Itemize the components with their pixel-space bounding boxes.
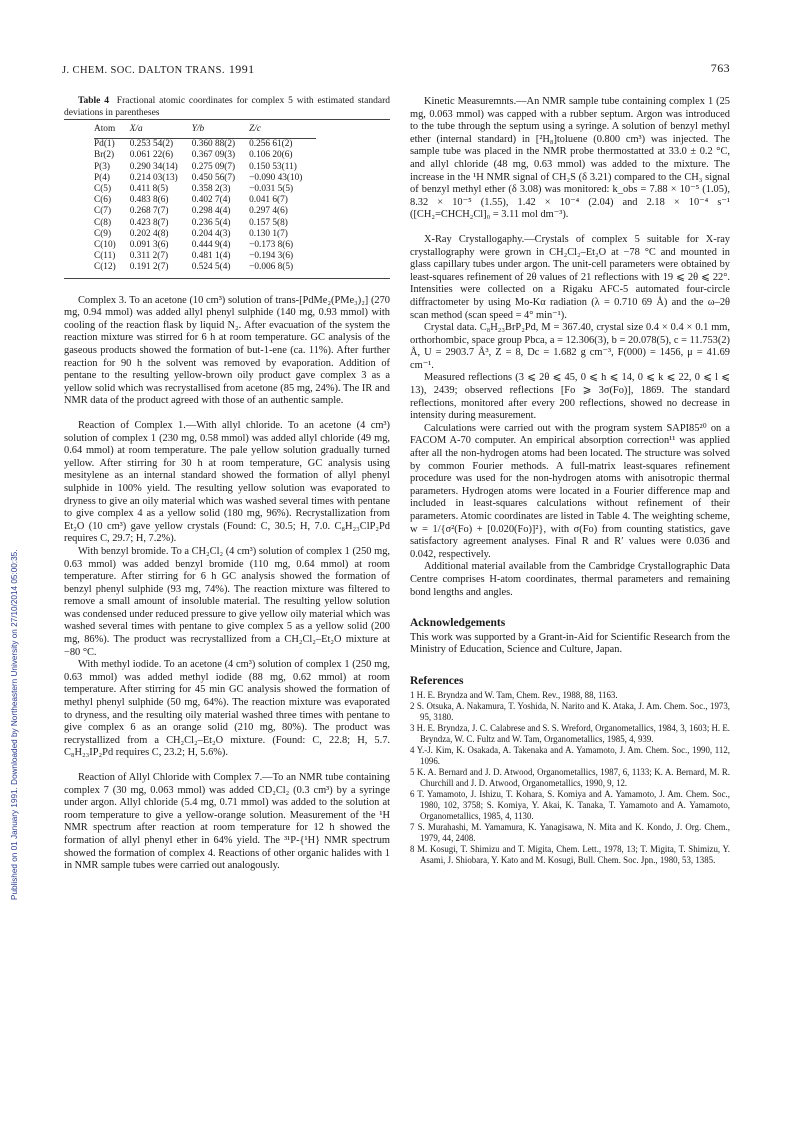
- table-cell: C(8): [94, 217, 112, 228]
- coordinates-table: [94, 124, 316, 274]
- paragraph-kinetic-measurements: Kinetic Measuremnts.—An NMR sample tube containing complex 1 (25 mg, 0.063 mmol) was capped with a rubber septum. Argon was introduced to the tube through the septum using a syringe. A solution of benzyl methyl ether (internal standard) in [²H₈]toluene (0.800 cm³) was injected. The sample tube was placed in the NMR probe thermostatted at 33.0 ± 0.2 °C, and allyl chloride (48 mg, 0.63 mmol) was added to the mixture. The increase in the ¹H NMR signal of CH₂S (δ 3.21) compared to the CH₃ signal of benzyl methyl ether (δ 3.08) was monitored: k_obs = 7.88 × 10⁻⁵ (1.05), 8.32 × 10⁻⁵ (1.55), 1.42 × 10⁻⁴ (2.04) and 2.18 × 10⁻⁴ s⁻¹ ([CH₂=CHCH₂Cl]₀ = 3.11 mol dm⁻³).: [410, 96, 730, 221]
- references-heading: References: [410, 674, 464, 687]
- table-cell: −0.173 8(6): [249, 240, 294, 251]
- table-row: [94, 162, 316, 173]
- table-cell: −0.194 3(6): [249, 251, 294, 262]
- reference-item: 6 T. Yamamoto, J. Ishizu, T. Kohara, S. Komiya and A. Yamamoto, J. Am. Chem. Soc., 1980, 102, 3758; S. Komiya, Y. Akai, K. Tanaka, T. Yamamoto and A. Yamamoto, Organometallics, 1985, 4, 1130.: [410, 788, 730, 821]
- table-cell: 0.311 2(7): [129, 251, 169, 262]
- table-header-row: [94, 124, 316, 139]
- table-cell: Pd(1): [94, 139, 115, 150]
- table-row: [94, 139, 316, 151]
- reference-item: 7 S. Murahashi, M. Yamamura, K. Yanagisawa, N. Mita and K. Kondo, J. Org. Chem., 1979, 44, 2408.: [410, 821, 730, 843]
- table-cell: 0.444 9(4): [191, 240, 231, 251]
- reference-item: 2 S. Otsuka, A. Nakamura, T. Yoshida, N. Narito and K. Ataka, J. Am. Chem. Soc., 1973, 95, 3180.: [410, 700, 730, 722]
- table-body: [94, 139, 316, 274]
- running-header: [62, 62, 730, 80]
- page-number: 763: [710, 61, 730, 75]
- paragraph-measured-reflections: Measured reflections (3 ⩽ 2θ ⩽ 45, 0 ⩽ h ⩽ 14, 0 ⩽ k ⩽ 22, 0 ⩽ l ⩽ 13), 2439; observed reflections [Fo ⩾ 3σ(Fo)], 1869. The standard reflections, monitored after every 200 reflections, showed no decrease in intensity during measurement.: [410, 372, 730, 422]
- paragraph-complex-3: Complex 3. To an acetone (10 cm³) solution of trans-[PdMe₂(PMe₃)₂] (270 mg, 0.94 mmol) was added allyl phenyl sulphide (140 mg, 0.93 mmol) with cooling of the reaction flask by liquid N₂. After evacuation of the system the reaction mixture was stirred for 6 h at room temperature. GC analysis of the gaseous products showed the formation of but-1-ene (ca. 11%). After further reaction for 90 h the solvent was removed by evaporation. Addition of pentane to the resulting yellow-brown oily product gave complex 3 as a yellow solid which was recrystallised from acetone (85 mg, 24%). The IR and NMR data of the product agreed with those of an authentic sample.: [64, 294, 390, 407]
- column-header-atom: Atom: [94, 124, 116, 134]
- paragraph-benzyl-bromide: With benzyl bromide. To a CH₂Cl₂ (4 cm³) solution of complex 1 (250 mg, 0.63 mmol) was added benzyl bromide (110 mg, 0.64 mmol) at room temperature. After stirring for 6 h GC analysis showed the formation of benzyl phenyl sulphide (93 mg, 74%). The reaction mixture was filtered to remove a small amount of insoluble material. The resulting yellow solution was condensed under reduced pressure to give yellow oily material which was washed several times with pentane to give complex 5 as a yellow solid (200 mg, 86%). The product was recrystallized from a CH₂Cl₂–Et₂O mixture at −80 °C.: [64, 545, 390, 658]
- table-cell: 0.481 1(4): [191, 251, 231, 262]
- column-header-y: Y/b: [191, 124, 205, 134]
- table-cell: 0.297 4(6): [249, 206, 288, 217]
- table-cell: 0.202 4(8): [129, 228, 169, 239]
- table-cell: 0.402 7(4): [191, 195, 231, 206]
- table-cell: 0.204 4(3): [191, 228, 231, 239]
- table-cell: 0.091 3(6): [129, 240, 169, 251]
- acknowledgements-heading: Acknowledgements: [410, 617, 506, 630]
- table-caption-text: Fractional atomic coordinates for complex 5 with estimated standard deviations in parentheses: [64, 96, 391, 118]
- table-row: [94, 195, 316, 206]
- reference-item: 1 H. E. Bryndza and W. Tam, Chem. Rev., 1988, 88, 1163.: [410, 689, 618, 700]
- table-cell: 0.524 5(4): [191, 262, 231, 273]
- paragraph-methyl-iodide: With methyl iodide. To an acetone (4 cm³) solution of complex 1 (250 mg, 0.63 mmol) was added methyl iodide (88 mg, 0.62 mmol) at room temperature. After stirring for 45 min GC analysis showed the formation of methyl phenyl sulphide (50 mg, 64%). The reaction mixture was evaporated to dryness, and the resulting oily material washed three times with pentane to give complex 6 as an orange solid (210 mg, 80%). The product was recrystallized from a CH₂Cl₂–Et₂O mixture. (Found: C, 22.8; H, 5.7. C₈H₂₃IP₂Pd requires C, 23.2; H, 5.6%).: [64, 659, 390, 759]
- table-cell: 0.041 6(7): [249, 195, 288, 206]
- reference-item: 4 Y.-J. Kim, K. Osakada, A. Takenaka and A. Yamamoto, J. Am. Chem. Soc., 1990, 112, 1096.: [410, 744, 730, 766]
- journal-name: J. CHEM. SOC. DALTON TRANS. 1991: [62, 62, 255, 76]
- paragraph-calculations: Calculations were carried out with the program system SAPI85²⁰ on a FACOM A-70 computer. An empirical absorption correction¹¹ was applied after all the non-hydrogen atoms had been located. The structure was solved by common Fourier methods. A full-matrix least-squares refinement procedure was used for the non-hydrogen atoms with anisotropic thermal parameters. Hydrogen atoms were located in a Fourier difference map and included in least-squares calculations without refinement of their parameters. Atomic coordinates are listed in Table 4. The weighting scheme, w = 1/{σ²(Fo) + [0.020(Fo)]²}, with σ(Fo) from counting statistics, gave satisfactory agreement analyses. Final R and R′ values were 0.036 and 0.042, respectively.: [410, 422, 730, 560]
- table-row: [94, 240, 316, 251]
- table-row: [94, 218, 316, 229]
- reference-item: 3 H. E. Bryndza, J. C. Calabrese and S. S. Wreford, Organometallics, 1984, 3, 1603; H. E. Bryndza, W. C. Fultz and W. Tam, Organometallics, 1985, 4, 939.: [410, 722, 730, 744]
- table-cell: C(11): [94, 251, 116, 262]
- coordinates-table-wrap: [64, 119, 390, 279]
- references-list: [410, 690, 730, 866]
- column-header-x: X/a: [129, 124, 143, 134]
- table-row: [94, 206, 316, 217]
- table-cell: P(4): [94, 172, 111, 183]
- table-cell: C(12): [94, 262, 116, 273]
- table-cell: 0.450 56(7): [191, 172, 236, 183]
- paragraph-additional-material: Additional material available from the Cambridge Crystallographic Data Centre comprises H-atom coordinates, thermal parameters and remaining bond lengths and angles.: [410, 561, 730, 598]
- paragraph-crystal-data: Crystal data. C₈H₂₃BrP₂Pd, M = 367.40, crystal size 0.4 × 0.4 × 0.1 mm, orthorhombic, space group Pbca, a = 12.306(3), b = 20.078(5), c = 11.753(2) Å, U = 2903.7 Å³, Z = 8, Dc = 1.682 g cm⁻³, F(000) = 1456, μ = 41.69 cm⁻¹.: [410, 322, 730, 371]
- table-cell: C(9): [94, 228, 112, 239]
- table-cell: 0.275 09(7): [191, 161, 236, 172]
- left-column: [64, 96, 390, 873]
- table-cell: 0.253 54(2): [129, 139, 174, 150]
- table-cell: P(3): [94, 161, 111, 172]
- table-cell: 0.411 8(5): [129, 184, 169, 195]
- download-note-text[interactable]: Published on 01 January 1991. Downloaded by Northeastern University on 27/10/2014 05:00:35.: [10, 549, 19, 900]
- table-cell: −0.090 43(10): [249, 172, 303, 183]
- table-row: [94, 229, 316, 240]
- table-cell: 0.423 8(7): [129, 217, 169, 228]
- table-cell: 0.061 22(6): [129, 150, 174, 161]
- table-cell: 0.298 4(4): [191, 206, 231, 217]
- table-cell: 0.130 1(7): [249, 228, 288, 239]
- table-cell: 0.236 5(4): [191, 217, 231, 228]
- reference-item: 8 M. Kosugi, T. Shimizu and T. Migita, Chem. Lett., 1978, 13; T. Migita, T. Shimizu, Y. Asami, J. Shiobara, Y. Kato and M. Kosugi, Bull. Chem. Soc. Jpn., 1980, 53, 1385.: [410, 843, 730, 865]
- paragraph-allyl-chloride-complex-7: Reaction of Allyl Chloride with Complex 7.—To an NMR tube containing complex 7 (30 mg, 0.063 mmol) was added CD₂Cl₂ (0.3 cm³) by a syringe under argon. Allyl chloride (5.4 mg, 0.71 mmol) was added to the solution at room temperature to give a yellow-orange solution. Measurement of the ¹H NMR spectrum after reaction at room temperature for 12 h showed the formation of allyl phenyl ether in 64% yield. The ³¹P-{¹H} NMR spectrum showed the formation of complex 4. Reactions of other organic halides with 1 in NMR sample tubes were carried out analogously.: [64, 772, 390, 872]
- table-row: [94, 173, 316, 184]
- table-cell: 0.150 53(11): [249, 161, 297, 172]
- table-row: [94, 251, 316, 262]
- table-cell: C(5): [94, 184, 112, 195]
- table-cell: Br(2): [94, 150, 115, 161]
- table-cell: 0.290 34(14): [129, 161, 178, 172]
- table-cell: 0.358 2(3): [191, 184, 231, 195]
- paragraph-xray-crystallography: X-Ray Crystallogaphy.—Crystals of complex 5 suitable for X-ray crystallography were grown in CH₂Cl₂–Et₂O at −78 °C and mounted in glass capillary tubes under argon. The unit-cell parameters were obtained by least-squares refinement of 2θ values of 21 reflections with 19 ⩽ 2θ ⩽ 22°. Intensities were collected on a Rigaku AFC-5 automated four-circle diffractometer by using Mo-Kα radiation (λ = 0.710 69 Å) and the ω–2θ scan method (scan speed = 4° min⁻¹).: [410, 233, 730, 321]
- journal-year: 1991: [228, 62, 255, 76]
- right-column: [410, 96, 730, 866]
- table-caption: [64, 96, 390, 119]
- table-cell: C(7): [94, 206, 112, 217]
- table-cell: 0.360 88(2): [191, 139, 236, 150]
- acknowledgements-text: This work was supported by a Grant-in-Aid for Scientific Research from the Ministry of Education, Science and Culture, Japan.: [410, 631, 730, 656]
- table-cell: 0.367 09(3): [191, 150, 236, 161]
- column-header-z: Z/c: [249, 124, 262, 134]
- paragraph-reaction-complex-1: Reaction of Complex 1.—With allyl chloride. To an acetone (4 cm³) solution of complex 1 (230 mg, 0.58 mmol) was added allyl chloride (49 mg, 0.64 mmol) at room temperature. The pale yellow solution gradually turned yellow. After stirring for 30 h at room temperature, GC analysis using mesitylene as an internal standard showed the formation of allyl phenyl sulphide in 100% yield. The resulting yellow solution was evaporated to dryness to give an oily material which was washed several times with pentane to give complex 4 as a yellow solid (180 mg, 96%). Recrystallization from Et₂O (10 cm³) gave yellow crystals (Found: C, 30.5; H, 7.0. C₈H₂₃ClP₂Pd requires C, 29.7; H, 7.2%).: [64, 419, 390, 545]
- table-cell: 0.256 61(2): [249, 139, 293, 150]
- reference-item: 5 K. A. Bernard and J. D. Atwood, Organometallics, 1987, 6, 1133; K. A. Bernard, M. R. Churchill and J. D. Atwood, Organometallics, 1990, 9, 12.: [410, 766, 730, 788]
- table-row: [94, 150, 316, 161]
- table-cell: 0.268 7(7): [129, 206, 169, 217]
- table-cell: 0.191 2(7): [129, 262, 169, 273]
- table-cell: −0.031 5(5): [249, 184, 294, 195]
- table-row: [94, 184, 316, 195]
- table-cell: C(6): [94, 195, 112, 206]
- table-cell: 0.214 03(13): [129, 172, 178, 183]
- table-cell: 0.106 20(6): [249, 150, 293, 161]
- download-note: [8, 260, 22, 900]
- table-row: [94, 262, 316, 273]
- table-cell: 0.157 5(8): [249, 217, 288, 228]
- table-caption-label: Table 4: [78, 96, 109, 106]
- table-cell: −0.006 8(5): [249, 262, 294, 273]
- table-cell: C(10): [94, 240, 116, 251]
- table-cell: 0.483 8(6): [129, 195, 169, 206]
